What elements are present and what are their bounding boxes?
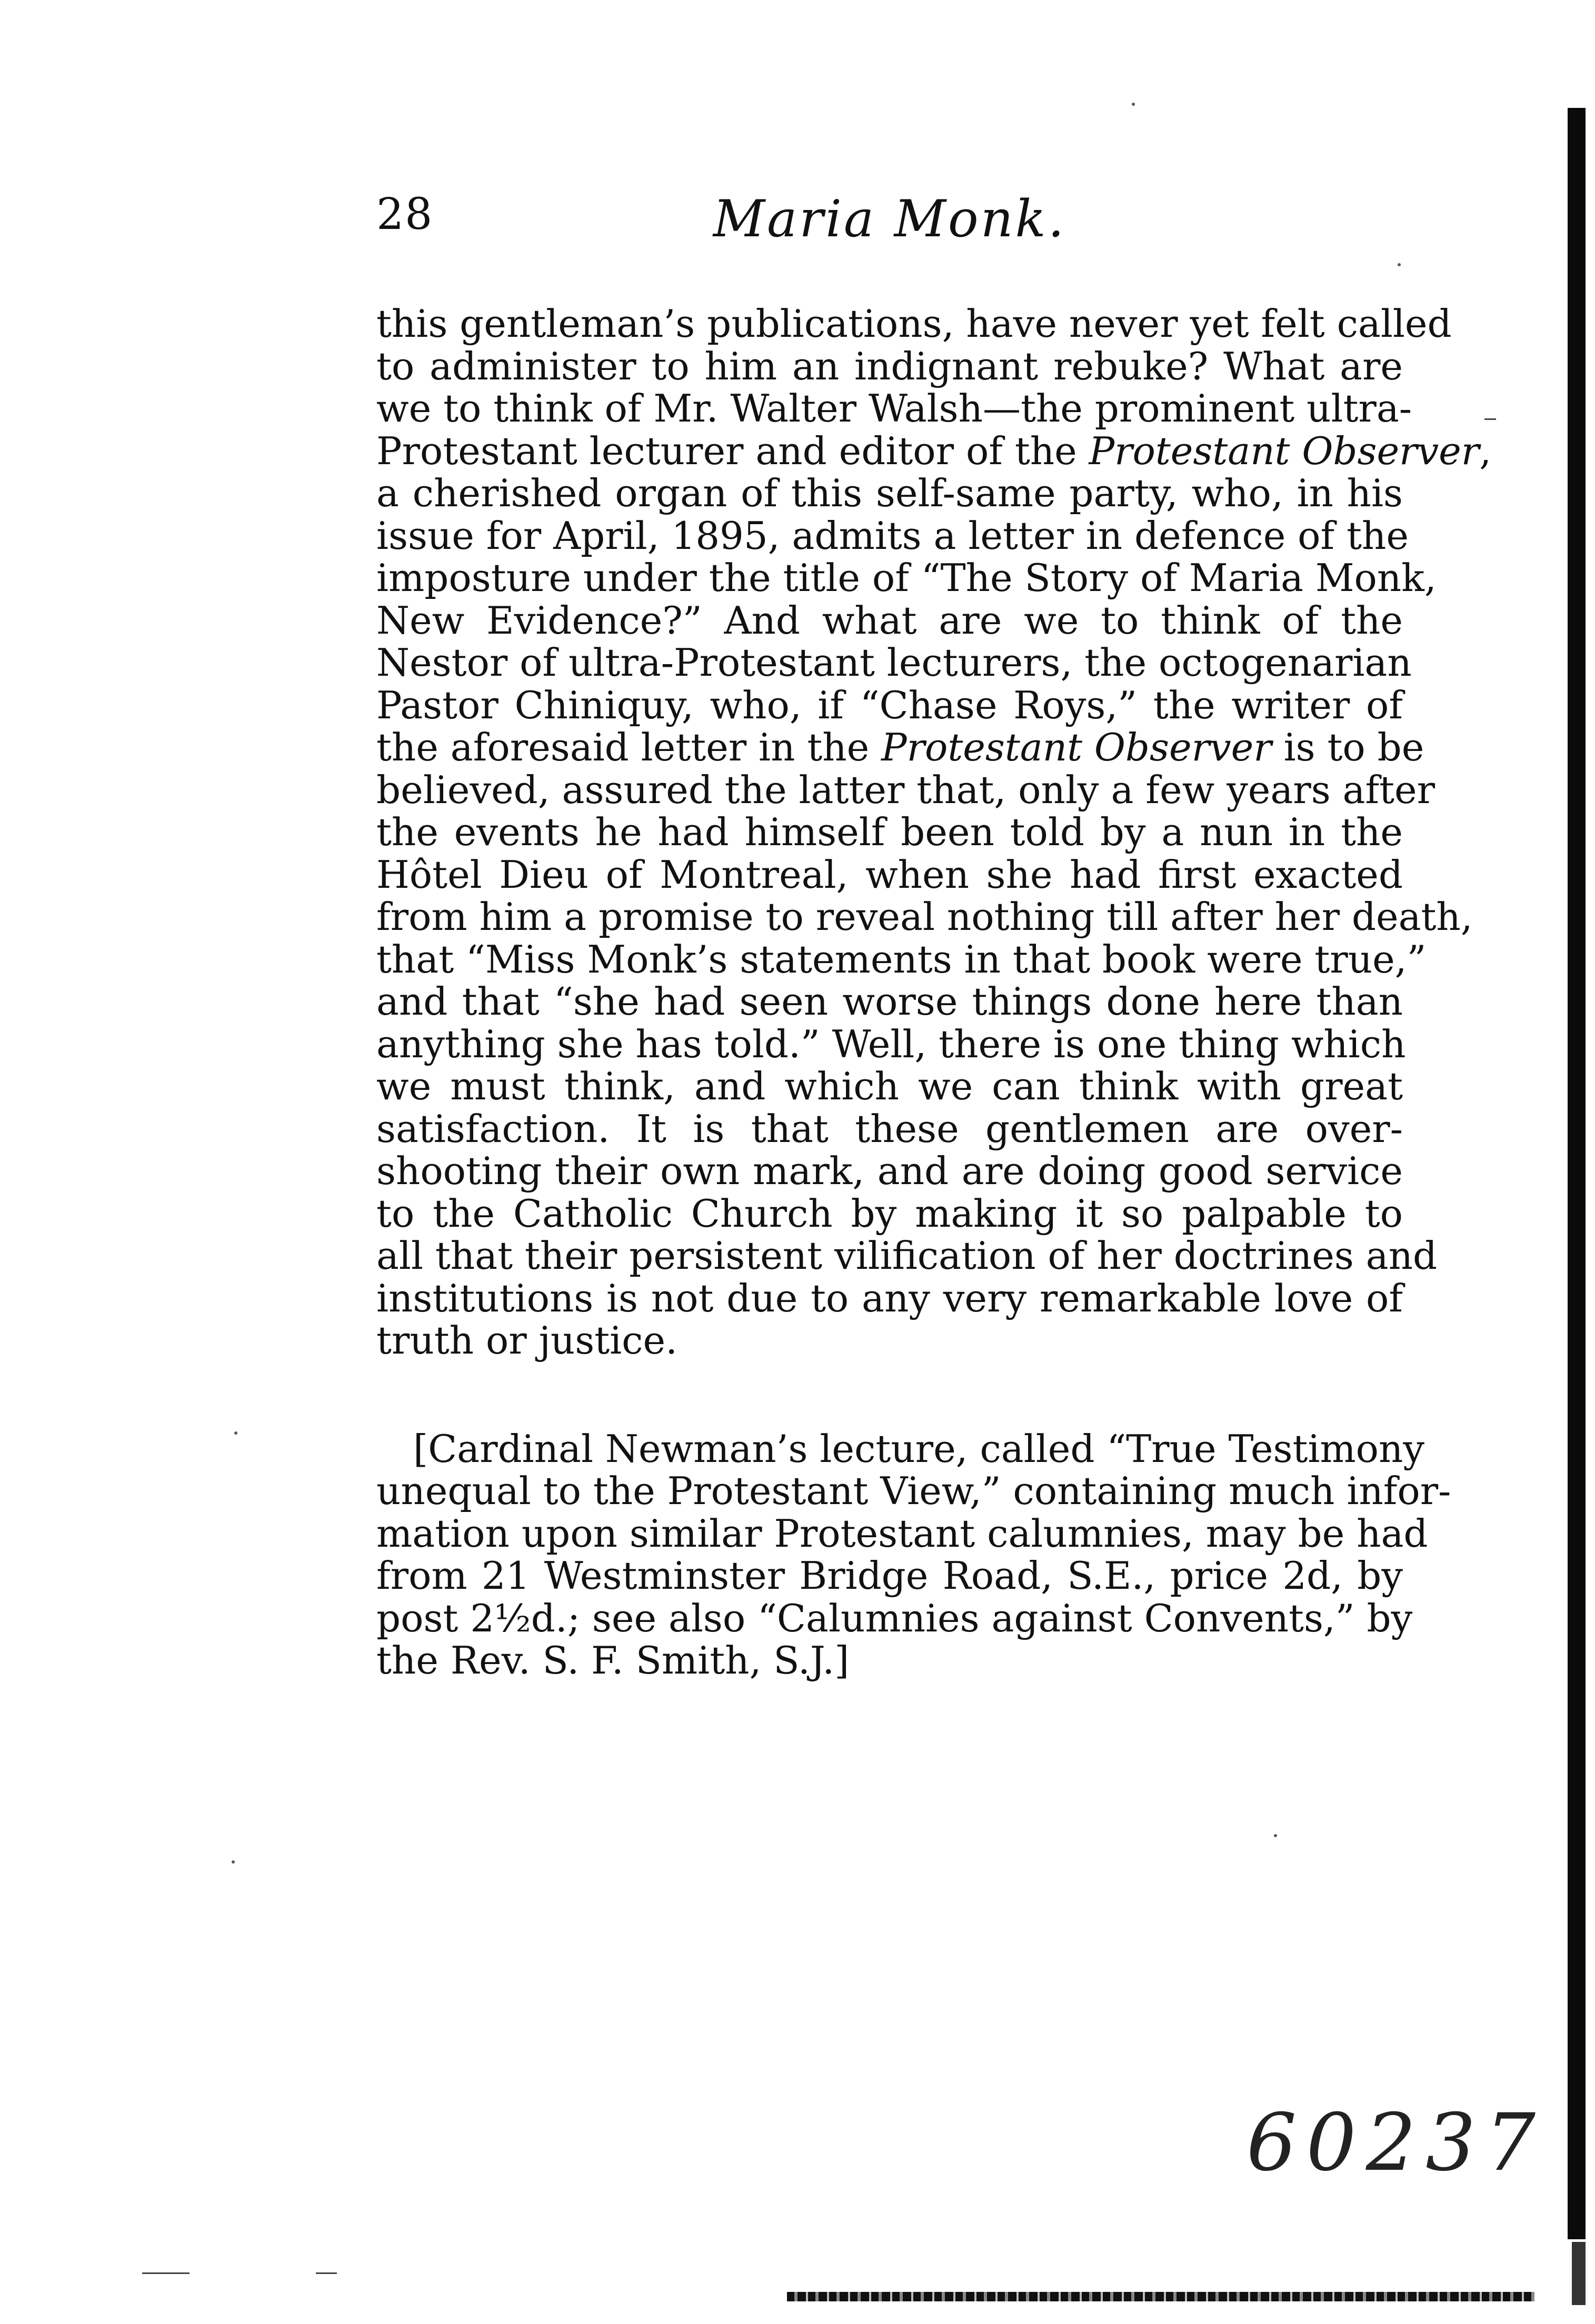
margin-mark: [1484, 418, 1496, 420]
page-number: 28: [376, 189, 434, 239]
text-line: shooting their own mark, and are doing good service: [376, 1149, 1403, 1193]
margin-mark: [142, 2272, 190, 2274]
text-line: to administer to him an indignant rebuke? What are: [376, 344, 1403, 388]
margin-mark: [316, 2272, 337, 2274]
scan-speck: [1398, 263, 1401, 266]
text-line: from 21 Westminster Bridge Road, S.E., price 2d, by: [376, 1554, 1403, 1598]
text-line: post 2½d.; see also “Calumnies against Convents,” by: [376, 1596, 1413, 1640]
text-line: unequal to the Protestant View,” containing much infor-: [376, 1469, 1451, 1513]
paragraph-1: [376, 302, 1492, 1363]
text-line: issue for April, 1895, admits a letter in defence of the: [376, 513, 1409, 558]
text-line: truth or justice.: [376, 1318, 677, 1363]
text-line: and that “she had seen worse things done here than: [376, 979, 1403, 1024]
scan-speck: [234, 1431, 237, 1435]
text-line: Nestor of ultra-Protestant lecturers, the octogenarian: [376, 640, 1412, 685]
body-text: [376, 302, 1492, 1682]
scan-bottom-strip: [787, 2292, 1534, 2301]
text-line: the Rev. S. F. Smith, S.J.]: [376, 1638, 850, 1682]
handwritten-shelfmark: 60237: [1246, 2097, 1545, 2189]
text-line: Hôtel Dieu of Montreal, when she had first exacted: [376, 852, 1403, 897]
page-header: [376, 189, 1403, 253]
text-line: to the Catholic Church by making it so palpable to: [376, 1191, 1403, 1236]
text-line: we must think, and which we can think with great: [376, 1064, 1403, 1108]
periodical-title: Protestant Observer: [881, 725, 1272, 769]
text-line: [Cardinal Newman’s lecture, called “True Testimony: [413, 1426, 1425, 1471]
running-title: Maria Monk.: [713, 189, 1066, 248]
paragraph-gap: [376, 1362, 1403, 1428]
text-line: this gentleman’s publications, have never yet felt called: [376, 302, 1452, 346]
text-line: we to think of Mr. Walter Walsh—the prominent ultra-: [376, 386, 1412, 430]
scan-edge-bar-bottom: [1572, 2242, 1586, 2305]
text-line: believed, assured the latter that, only a few years after: [376, 767, 1436, 812]
scan-edge-bar: [1568, 108, 1586, 2239]
text-line: Protestant lecturer and editor of the Protestant Observer,: [376, 428, 1492, 473]
scan-speck: [1132, 103, 1135, 106]
text-line: mation upon similar Protestant calumnies, may be had: [376, 1511, 1428, 1556]
text-line: New Evidence?” And what are we to think of the: [376, 598, 1403, 643]
text-line: Pastor Chiniquy, who, if “Chase Roys,” the writer of: [376, 683, 1403, 727]
scan-speck: [232, 1860, 235, 1864]
text-line: institutions is not due to any very remarkable love of: [376, 1276, 1403, 1320]
text-line: imposture under the title of “The Story of Maria Monk,: [376, 556, 1437, 600]
text-line: from him a promise to reveal nothing till after her death,: [376, 895, 1473, 939]
text-line: that “Miss Monk’s statements in that book were true,”: [376, 937, 1427, 981]
paragraph-2: [376, 1426, 1451, 1682]
text-line: a cherished organ of this self-same party, who, in his: [376, 471, 1403, 515]
scan-speck: [1274, 1834, 1277, 1837]
text-line: anything she has told.” Well, there is one thing which: [376, 1021, 1406, 1066]
periodical-title: Protestant Observer: [1089, 428, 1480, 473]
text-line: satisfaction. It is that these gentlemen are over-: [376, 1106, 1403, 1151]
text-line: the aforesaid letter in the Protestant Observer is to be: [376, 725, 1424, 769]
text-line: the events he had himself been told by a nun in the: [376, 810, 1403, 854]
text-line: all that their persistent vilification of her doctrines and: [376, 1234, 1438, 1278]
